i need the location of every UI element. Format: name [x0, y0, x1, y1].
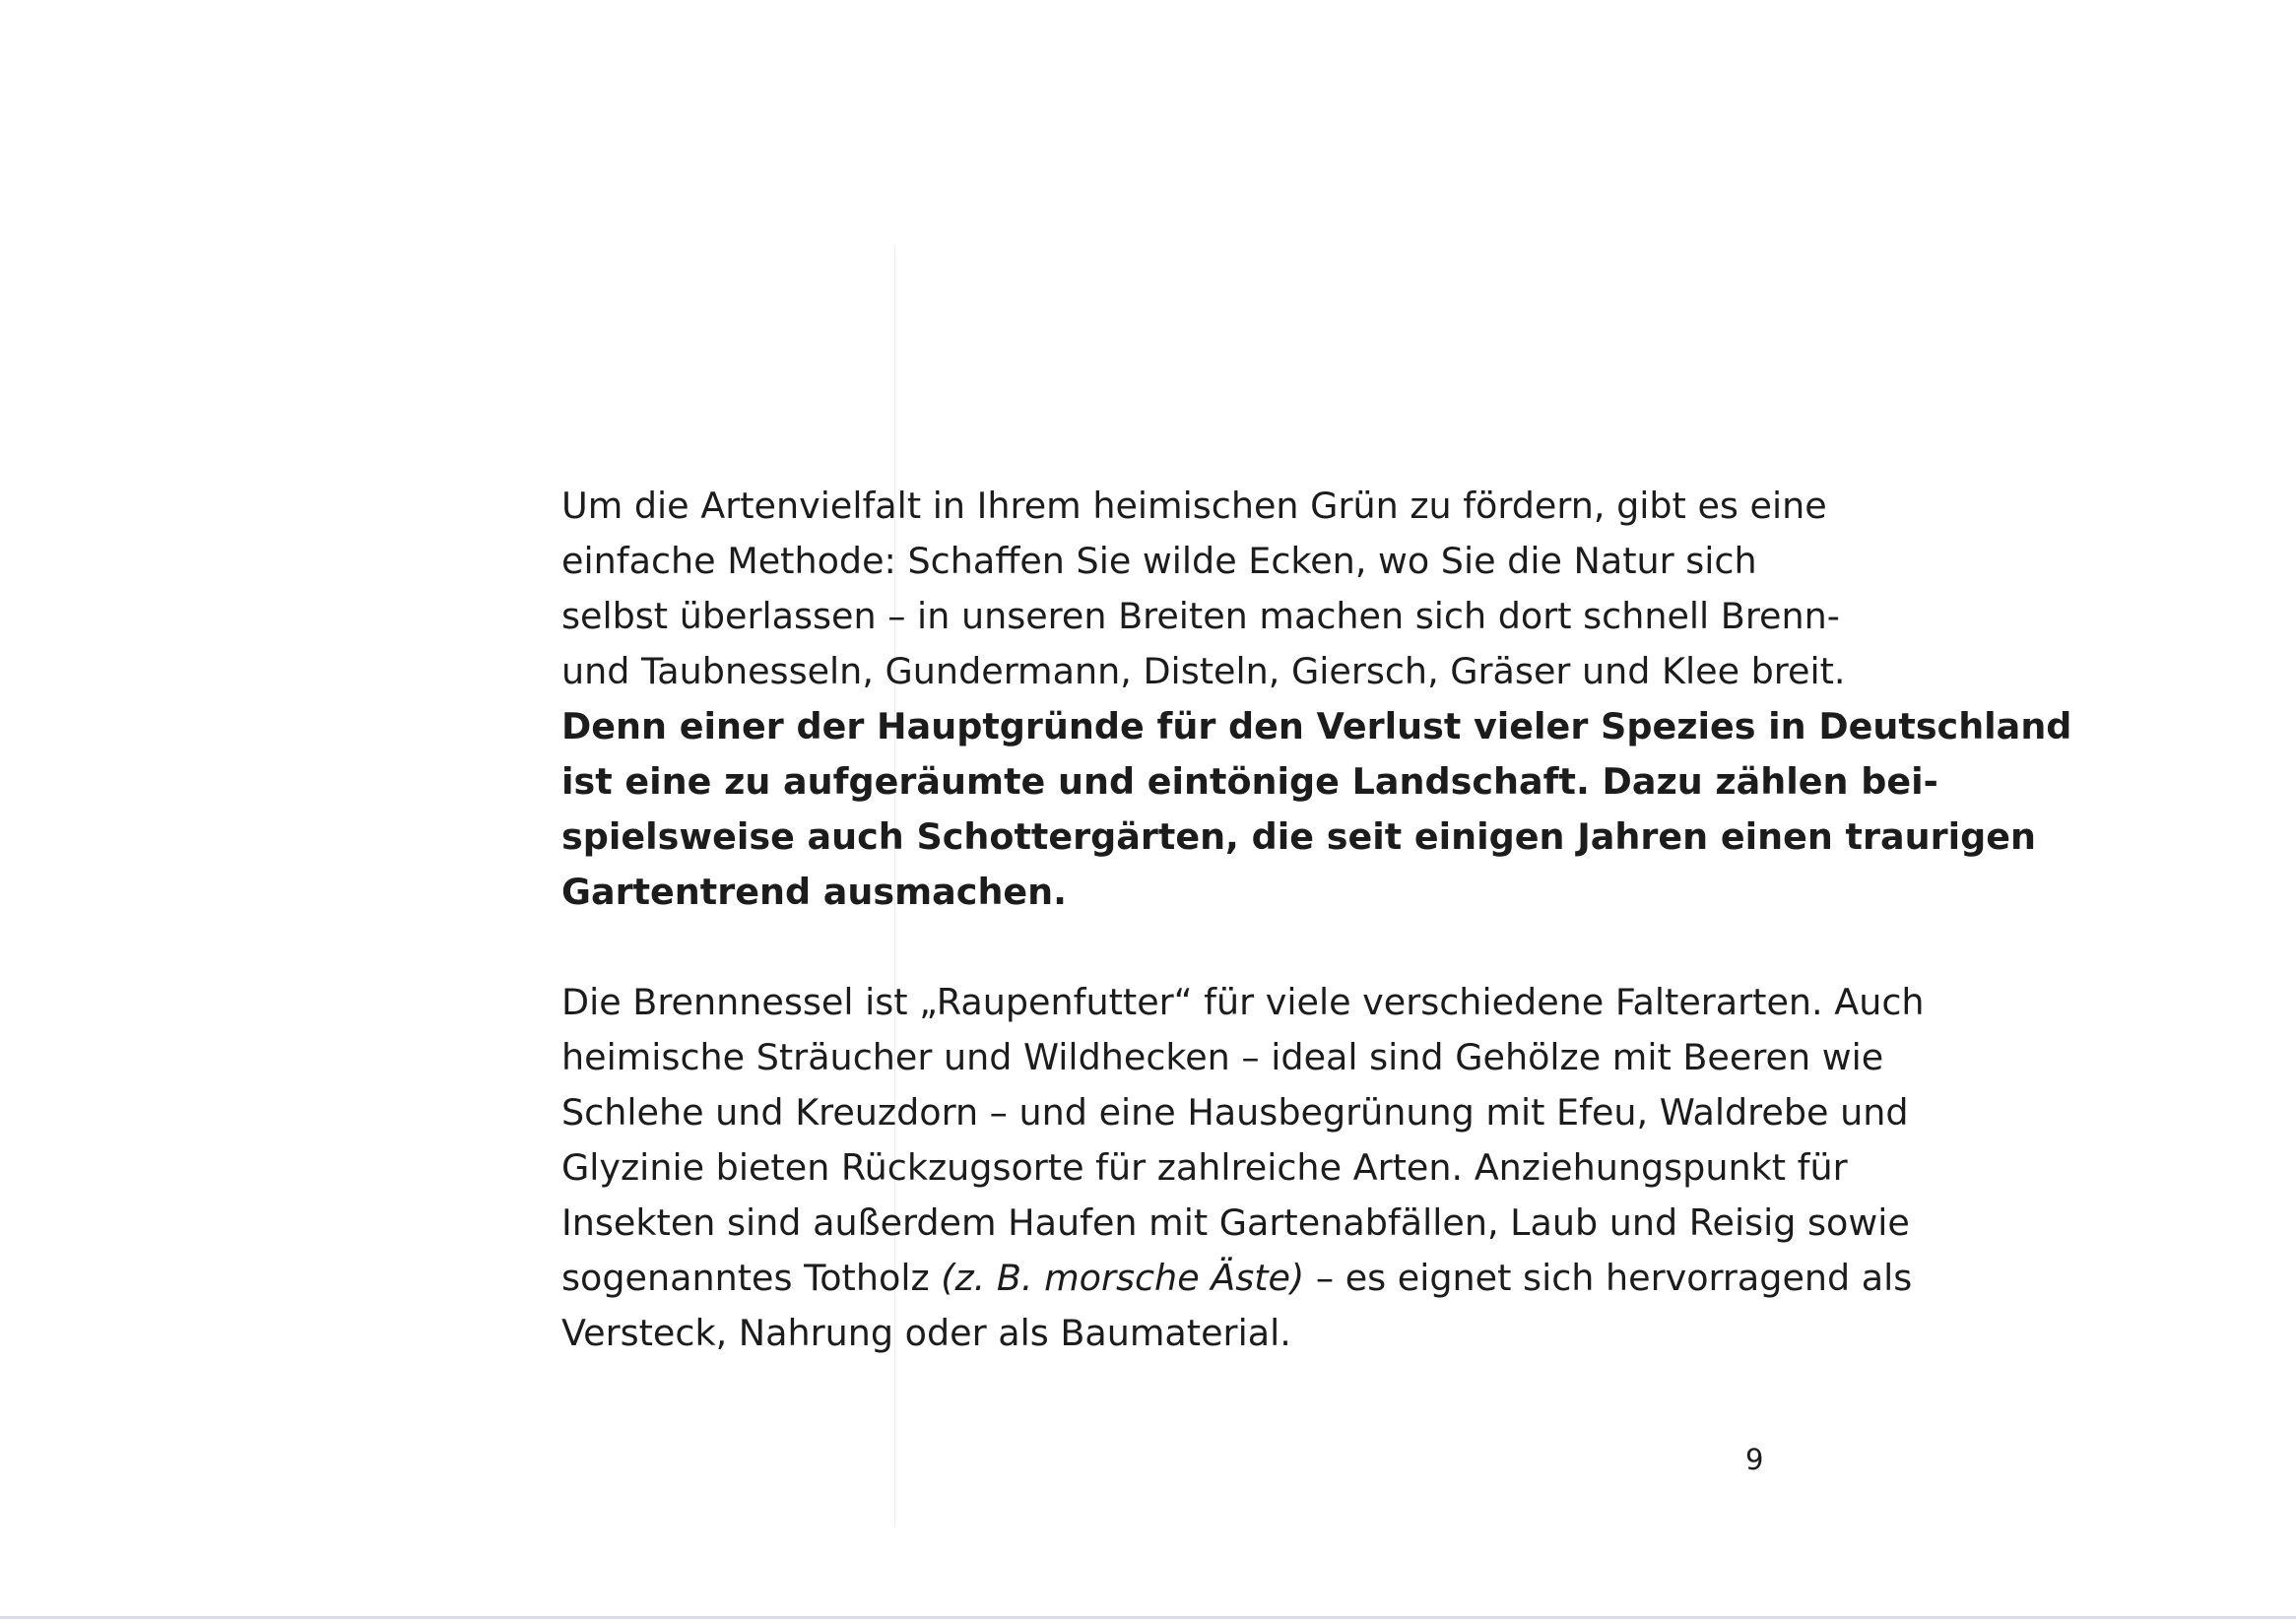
paragraph-2-line: Glyzinie bieten Rückzugsorte für zahlreiche Arten. Anziehungspunkt für	[561, 1146, 1848, 1189]
paragraph-1-line: Um die Artenvielfalt in Ihrem heimischen Grün zu fördern, gibt es eine	[561, 485, 1827, 527]
paragraph-1-line: und Taubnesseln, Gundermann, Disteln, Giersch, Gräser und Klee breit.	[561, 650, 1846, 692]
line-text-after-example: – es eignet sich hervorragend als	[1304, 1257, 1913, 1299]
paragraph-2-line: Versteck, Nahrung oder als Baumaterial.	[561, 1312, 1291, 1354]
paragraph-2-line: Die Brennnessel ist „Raupenfutter“ für viele verschiedene Falterarten. Auch	[561, 981, 1925, 1023]
italic-example: (z. B. morsche Äste)	[941, 1257, 1305, 1299]
paragraph-2	[561, 975, 1925, 1361]
paragraph-2-line-with-example	[561, 1251, 1913, 1306]
paragraph-2-line: Insekten sind außerdem Haufen mit Gartenabfällen, Laub und Reisig sowie	[561, 1201, 1910, 1244]
paragraph-1-line: selbst überlassen – in unseren Breiten machen sich dort schnell Brenn-	[561, 595, 1840, 637]
paragraph-1-line: einfache Methode: Schaffen Sie wilde Ecken, wo Sie die Natur sich	[561, 540, 1757, 582]
paragraph-spacing	[561, 920, 1783, 975]
line-text-before-example: sogenanntes Totholz	[561, 1257, 942, 1299]
paragraph-1-bold-line: ist eine zu aufgeräumte und eintönige Landschaft. Dazu zählen bei-	[561, 760, 1938, 803]
paragraph-1-bold-line: Gartentrend ausmachen.	[561, 871, 1068, 913]
paragraph-2-line: heimische Sträucher und Wildhecken – ideal sind Gehölze mit Beeren wie	[561, 1036, 1884, 1078]
scan-edge-line	[0, 1616, 2296, 1619]
paragraph-1-bold-line: spielsweise auch Schottergärten, die seit einigen Jahren einen traurigen	[561, 815, 2036, 858]
page-number: 9	[1745, 1443, 1764, 1476]
paragraph-1-bold-line: Denn einer der Hauptgründe für den Verlust vieler Spezies in Deutschland	[561, 705, 2072, 747]
paragraph-2-line: Schlehe und Kreuzdorn – und eine Hausbegrünung mit Efeu, Waldrebe und	[561, 1091, 1909, 1134]
body-text	[561, 479, 2072, 1361]
paragraph-1	[561, 479, 2072, 920]
